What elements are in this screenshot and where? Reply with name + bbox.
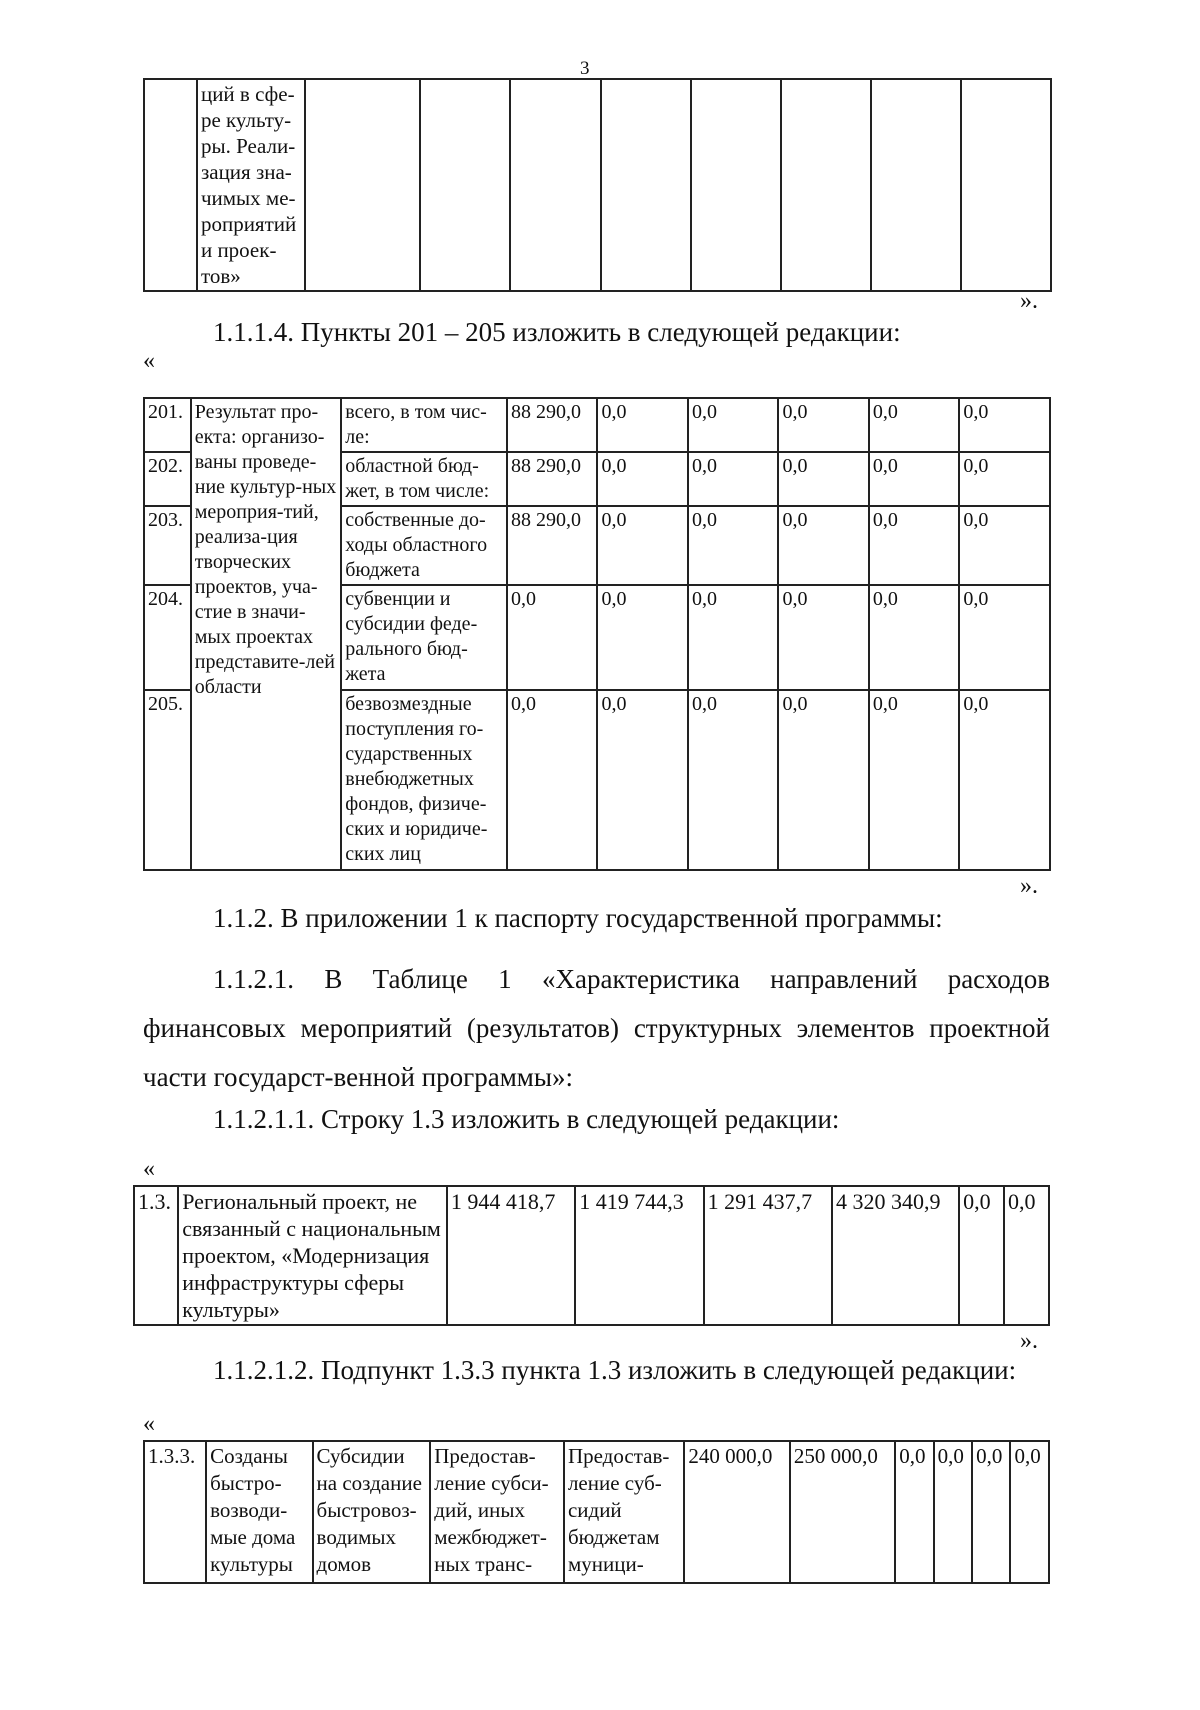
value-cell: 0,0 [778, 690, 868, 870]
value-cell: 0,0 [959, 585, 1050, 690]
continuation-line: чимых ме- [200, 186, 296, 210]
value-cell: 0,0 [597, 690, 687, 870]
value-cell: 0,0 [869, 398, 959, 452]
continuation-line: ры. Реали- [200, 134, 296, 158]
funding-source: собственные до-ходы областного бюджета [341, 506, 507, 585]
value-cell: 0,0 [959, 452, 1050, 506]
value-cell: 0,0 [597, 506, 687, 585]
continuation-text [201, 81, 301, 289]
value-cell: 0,0 [972, 1441, 1010, 1583]
value-cell: 0,0 [934, 1441, 972, 1583]
value-cell: 0,0 [778, 506, 868, 585]
continuation-table [143, 78, 1052, 292]
continuation-line: зация зна- [200, 160, 292, 184]
page-number: 3 [580, 58, 590, 79]
value-cell: 0,0 [507, 585, 597, 690]
value-cell: 88 290,0 [507, 398, 597, 452]
continuation-line: тов» [200, 264, 241, 288]
row-number: 205. [144, 690, 191, 870]
value-cell: 0,0 [869, 690, 959, 870]
result-description: Результат про-екта: организо-ваны проведе-ние культур-ных мероприя-тий, реализа-ция творческих проектов, уча-стие в значи-мых проектах представите-лей области [191, 398, 341, 870]
value-cell: 0,0 [959, 398, 1050, 452]
type-cell: Предостав-ление субси-дий, иных межбюджет-ных транс- [430, 1441, 564, 1583]
value-cell: 0,0 [959, 1186, 1004, 1325]
row-number: 1.3. [134, 1186, 178, 1325]
continuation-line: роприятий [200, 212, 297, 236]
value-cell: 0,0 [778, 398, 868, 452]
value-cell: 0,0 [688, 506, 778, 585]
value-cell: 0,0 [869, 506, 959, 585]
funding-source: безвозмездные поступления го-сударственных внебюджетных фондов, физиче-ских и юридиче-ских лиц [341, 690, 507, 870]
close-quote: ». [1020, 873, 1038, 899]
open-quote: « [143, 1156, 155, 1182]
heading-11211: 1.1.2.1.1. Строку 1.3 изложить в следующей редакции: [213, 1104, 840, 1134]
open-quote: « [143, 348, 155, 374]
paragraph-1121: 1.1.2.1. В Таблице 1 «Характеристика направлений расходов финансовых мероприятий (результатов) структурных элементов проектной части государст-венной программы»: [143, 964, 1050, 1092]
value-cell: 240 000,0 [684, 1441, 789, 1583]
value-cell: 0,0 [869, 452, 959, 506]
funding-source: областной бюд-жет, в том числе: [341, 452, 507, 506]
continuation-line: ций в сфе- [200, 82, 295, 106]
table-201-205 [143, 397, 1051, 871]
value-cell: 0,0 [959, 690, 1050, 870]
close-quote: ». [1020, 1328, 1038, 1354]
table-1-3-3 [143, 1440, 1050, 1584]
result-cell: Созданы быстро-возводи-мые дома культуры [206, 1441, 312, 1583]
empty-cell [144, 79, 197, 291]
value-cell: 0,0 [688, 452, 778, 506]
value-cell: 0,0 [688, 398, 778, 452]
value-cell: 1 419 744,3 [575, 1186, 703, 1325]
value-cell: 0,0 [895, 1441, 933, 1583]
value-cell: 1 944 418,7 [447, 1186, 575, 1325]
heading-11212: 1.1.2.1.2. Подпункт 1.3.3 пункта 1.3 изложить в следующей редакции: [213, 1355, 1017, 1385]
value-cell: 0,0 [688, 585, 778, 690]
direction-cell: Субсидии на создание быстровоз-водимых домов [313, 1441, 431, 1583]
value-cell: 88 290,0 [507, 452, 597, 506]
row-number: 204. [144, 585, 191, 690]
heading-112: 1.1.2. В приложении 1 к паспорту государственной программы: [213, 903, 943, 933]
type-cell-2: Предостав-ление суб-сидий бюджетам муници- [564, 1441, 684, 1583]
value-cell: 0,0 [507, 690, 597, 870]
value-cell: 0,0 [778, 452, 868, 506]
project-name: Региональный проект, не связанный с национальным проектом, «Модернизация инфраструктуры сферы культуры» [178, 1186, 447, 1325]
value-cell: 0,0 [869, 585, 959, 690]
row-number: 202. [144, 452, 191, 506]
value-cell: 88 290,0 [507, 506, 597, 585]
continuation-text-cell [197, 79, 305, 291]
value-cell: 0,0 [1004, 1186, 1049, 1325]
value-cell: 0,0 [1010, 1441, 1049, 1583]
value-cell: 1 291 437,7 [704, 1186, 832, 1325]
continuation-line: и проек- [200, 238, 277, 262]
continuation-line: ре культу- [200, 108, 292, 132]
value-cell: 4 320 340,9 [832, 1186, 959, 1325]
funding-source: всего, в том чис-ле: [341, 398, 507, 452]
value-cell: 250 000,0 [790, 1441, 895, 1583]
value-cell: 0,0 [778, 585, 868, 690]
row-number: 1.3.3. [144, 1441, 206, 1583]
funding-source: субвенции и субсидии феде-рального бюд-жета [341, 585, 507, 690]
table-1-3 [133, 1185, 1050, 1326]
row-number: 201. [144, 398, 191, 452]
value-cell: 0,0 [597, 398, 687, 452]
value-cell: 0,0 [597, 452, 687, 506]
value-cell: 0,0 [688, 690, 778, 870]
value-cell: 0,0 [959, 506, 1050, 585]
row-number: 203. [144, 506, 191, 585]
value-cell: 0,0 [597, 585, 687, 690]
heading-1114: 1.1.1.4. Пункты 201 – 205 изложить в следующей редакции: [213, 317, 901, 347]
open-quote: « [143, 1411, 155, 1437]
close-quote: ». [1020, 288, 1038, 314]
